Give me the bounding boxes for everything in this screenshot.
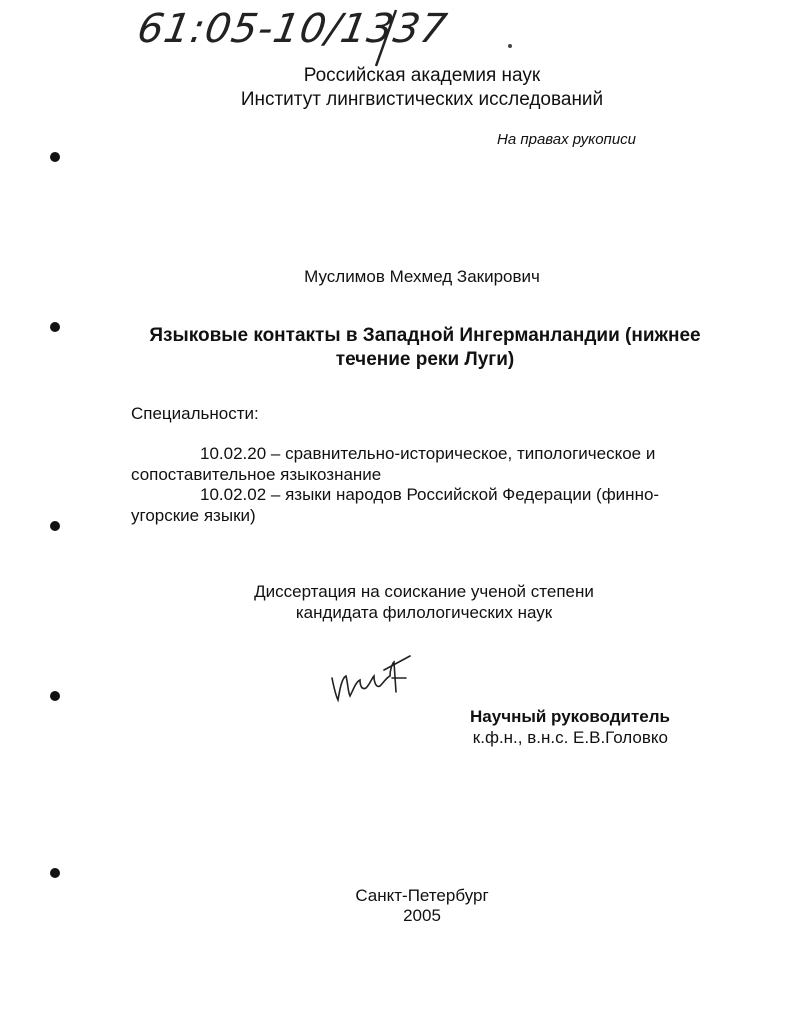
specialties-heading: Специальности: [131, 404, 259, 423]
academy-name: Российская академия наук [303, 65, 541, 86]
degree-line: кандидата филологических наук [295, 603, 553, 622]
handwritten-signature [326, 648, 416, 708]
dissertation-title: Языковые контакты в Западной Ингерманландии (нижнее течение реки Луги) [149, 325, 701, 370]
archive-note-text: 61:05-10/1337 [133, 6, 451, 52]
archive-handwritten-note [133, 6, 518, 68]
binding-hole-mark [48, 519, 62, 533]
rights-note: На правах рукописи [497, 131, 636, 148]
degree-line: Диссертация на соискание ученой степени [254, 582, 594, 601]
institute-name: Институт лингвистических исследований [240, 89, 604, 110]
binding-hole-mark [48, 689, 62, 703]
specialty-item: 10.02.20 – сравнительно-историческое, типологическое и сопоставительное языкознание [131, 444, 656, 484]
archive-note-strokes [138, 6, 518, 68]
specialty-item: 10.02.02 – языки народов Российской Федерации (финно-угорские языки) [131, 485, 660, 525]
year: 2005 [403, 906, 441, 925]
supervisor-name: к.ф.н., в.н.с. Е.В.Головко [472, 728, 668, 747]
city: Санкт-Петербург [355, 886, 489, 905]
binding-hole-mark [48, 150, 62, 164]
binding-hole-mark [48, 320, 62, 334]
author-name: Муслимов Мехмед Закирович [304, 267, 540, 286]
binding-hole-mark [48, 866, 62, 880]
supervisor-role: Научный руководитель [470, 707, 670, 726]
